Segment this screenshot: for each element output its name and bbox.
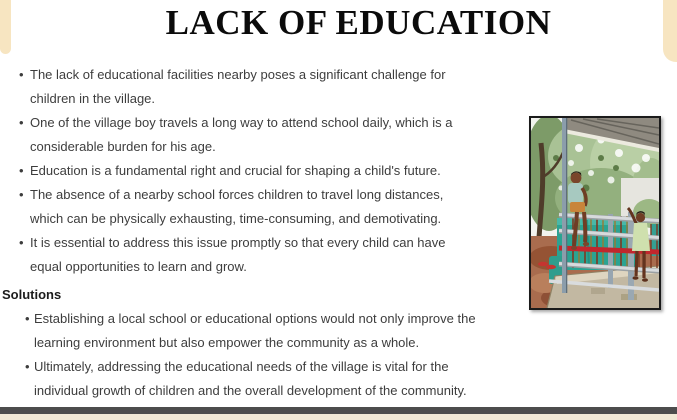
top-right-accent-bar [663, 0, 677, 62]
bullet-item [20, 183, 524, 231]
bullet-line: • The absence of a nearby school forces children to travel long distances, [30, 187, 444, 202]
bullet-line: considerable burden for his age. [30, 139, 216, 154]
top-left-accent-bar [0, 0, 11, 54]
bullet-item [20, 159, 524, 183]
bullet-item [26, 355, 524, 403]
bullet-line: • It is essential to address this issue promptly so that every child can have [30, 235, 446, 250]
bullet-line: learning environment but also empower the community as a whole. [34, 335, 420, 350]
slide-body [2, 63, 524, 403]
bullet-line: • One of the village boy travels a long way to attend school daily, which is a [30, 115, 453, 130]
solutions-heading: Solutions [2, 287, 62, 302]
bullet-line: children in the village. [30, 91, 156, 106]
bullet-line: which can be physically exhausting, time-consuming, and demotivating. [30, 211, 442, 226]
bottom-divider-bar [0, 407, 677, 414]
bullet-line: • The lack of educational facilities nearby poses a significant challenge for [30, 67, 446, 82]
bullet-item [20, 231, 524, 279]
bullet-line: individual growth of children and the overall development of the community. [34, 383, 467, 398]
bottom-accent-strip [0, 414, 677, 420]
solutions-bullet-list [14, 307, 524, 403]
bullet-line: • Education is a fundamental right and crucial for shaping a child's future. [30, 163, 441, 178]
photo-illustration [531, 118, 659, 308]
pole [562, 118, 567, 293]
bullet-item [20, 63, 524, 111]
bullet-item [26, 307, 524, 355]
bullet-line: • Establishing a local school or educational options would not only improve the [34, 311, 476, 326]
bullet-line: • Ultimately, addressing the educational needs of the village is vital for the [34, 359, 449, 374]
bullet-item [20, 111, 524, 159]
village-children-photo [529, 116, 661, 310]
bullet-line: equal opportunities to learn and grow. [30, 259, 247, 274]
problem-bullet-list [14, 63, 524, 279]
slide-title: LACK OF EDUCATION [165, 3, 552, 42]
